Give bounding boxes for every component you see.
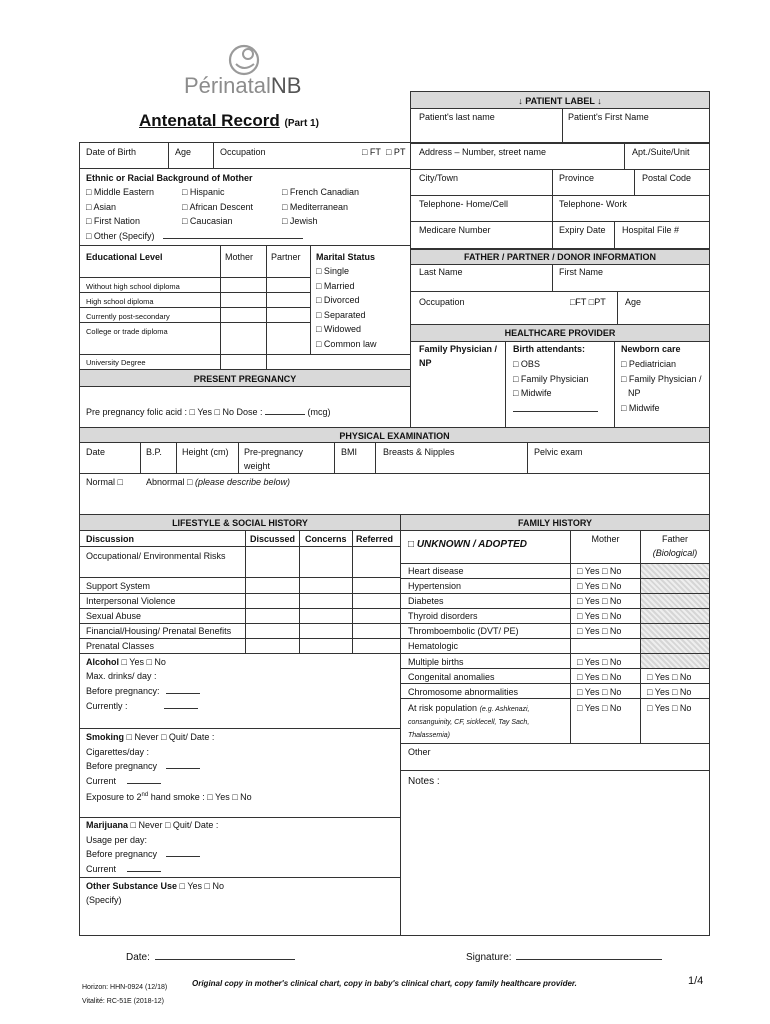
family-father-column: Father xyxy=(661,534,688,544)
other-substance-specify[interactable]: (Specify) xyxy=(86,895,122,905)
patient-last-name-field[interactable]: Patient's last name xyxy=(419,112,495,122)
mother-yes-no[interactable]: □ Yes □ No xyxy=(577,626,622,636)
ethnic-jewish[interactable]: □ Jewish xyxy=(282,216,318,226)
family-history-heading: FAMILY HISTORY xyxy=(517,518,593,528)
newborn-pediatrician[interactable]: □ Pediatrician xyxy=(621,359,676,369)
apt-field[interactable]: Apt./Suite/Unit xyxy=(632,147,690,157)
concerns-column: Concerns xyxy=(305,534,347,544)
telephone-work-field[interactable]: Telephone- Work xyxy=(559,199,627,209)
page-number: 1/4 xyxy=(688,975,704,987)
np-label: NP xyxy=(419,358,432,368)
exam-bp-field[interactable]: B.P. xyxy=(146,447,162,457)
family-row: Hypertension xyxy=(408,581,462,591)
ethnic-first-nation[interactable]: □ First Nation xyxy=(86,216,140,226)
lifestyle-row: Financial/Housing/ Prenatal Benefits xyxy=(86,626,232,636)
education-partner-column: Partner xyxy=(271,252,301,262)
father-ft-pt-checkbox[interactable]: □FT □PT xyxy=(570,297,606,307)
healthcare-heading: HEALTHCARE PROVIDER xyxy=(504,328,616,338)
birth-obs[interactable]: □ OBS xyxy=(513,359,540,369)
marital-divorced[interactable]: □ Divorced xyxy=(316,295,360,305)
birth-family-physician[interactable]: □ Family Physician xyxy=(513,374,589,384)
education-level: Currently post-secondary xyxy=(86,312,170,321)
mother-yes-no[interactable]: □ Yes □ No xyxy=(577,657,622,667)
at-risk-note: Thalassemia) xyxy=(408,732,451,739)
discussed-column: Discussed xyxy=(250,534,296,544)
family-row: Hematologic xyxy=(408,641,459,651)
present-pregnancy-heading: PRESENT PREGNANCY xyxy=(193,374,297,384)
ethnic-french-canadian[interactable]: □ French Canadian xyxy=(282,187,359,197)
folic-acid-field[interactable]: Pre pregnancy folic acid : □ Yes □ No Dose : (mcg) xyxy=(86,407,331,417)
father-yes-no[interactable]: □ Yes □ No xyxy=(647,703,692,713)
postal-code-field[interactable]: Postal Code xyxy=(642,173,692,183)
notes-field[interactable]: Notes : xyxy=(408,776,440,787)
exam-pelvic-field[interactable]: Pelvic exam xyxy=(534,447,583,457)
education-mother-column: Mother xyxy=(225,252,254,262)
logo-text-pre: Périnatal xyxy=(184,73,271,98)
education-level: College or trade diploma xyxy=(86,327,168,336)
exam-normal-checkbox[interactable]: Normal □ xyxy=(86,477,123,487)
patient-first-name-field[interactable]: Patient's First Name xyxy=(568,112,649,122)
mother-yes-no[interactable]: □ Yes □ No xyxy=(577,581,622,591)
alcohol-currently-field[interactable]: Currently : xyxy=(86,701,198,712)
copy-instructions: Original copy in mother's clinical chart, copy in baby's clinical chart, copy family healthcare provider. xyxy=(192,979,577,988)
exam-prepregnancy-label[interactable]: Pre-pregnancy xyxy=(244,447,304,457)
mother-yes-no[interactable]: □ Yes □ No xyxy=(577,611,622,621)
max-drinks-field[interactable]: Max. drinks/ day : xyxy=(86,671,157,681)
marital-married[interactable]: □ Married xyxy=(316,281,355,291)
education-level: High school diploma xyxy=(86,297,154,306)
exam-abnormal-checkbox[interactable]: Abnormal □ (please describe below) xyxy=(146,477,291,487)
logo-text-post: NB xyxy=(270,73,302,98)
at-risk-note: consanguinity, CF, sicklecell, Tay Sach, xyxy=(408,719,530,726)
family-row: Diabetes xyxy=(408,596,444,606)
mother-yes-no[interactable]: □ Yes □ No xyxy=(577,687,622,697)
lifestyle-row: Interpersonal Violence xyxy=(86,596,176,606)
alcohol-field[interactable]: Alcohol □ Yes □ No xyxy=(86,657,166,667)
exam-height-field[interactable]: Height (cm) xyxy=(182,447,229,457)
lifestyle-row: Prenatal Classes xyxy=(86,641,155,651)
ethnic-african-descent[interactable]: □ African Descent xyxy=(182,202,253,212)
newborn-family-physician[interactable]: □ Family Physician / xyxy=(621,374,702,384)
expiry-date-field[interactable]: Expiry Date xyxy=(559,225,606,235)
mother-yes-no[interactable]: □ Yes □ No xyxy=(577,596,622,606)
ethnic-other[interactable]: □ Other (Specify) xyxy=(86,231,303,242)
mother-yes-no[interactable]: □ Yes □ No xyxy=(577,703,622,713)
education-level: University Degree xyxy=(86,358,146,367)
patient-label-heading: ↓ PATIENT LABEL ↓ xyxy=(518,96,602,106)
form-code-vitalite: Vitalité: RC-51E (2018-12) xyxy=(82,998,164,1005)
form-code-horizon: Horizon: HHN-0924 (12/18) xyxy=(82,984,168,991)
cigarettes-field[interactable]: Cigarettes/day : xyxy=(86,747,150,757)
address-field[interactable]: Address – Number, street name xyxy=(419,147,547,157)
age-field[interactable]: Age xyxy=(175,147,192,157)
pt-checkbox[interactable]: □ PT xyxy=(386,147,406,157)
ethnic-heading: Ethnic or Racial Background of Mother xyxy=(86,173,253,183)
education-heading: Educational Level xyxy=(86,252,163,262)
occupation-field[interactable]: Occupation xyxy=(220,147,266,157)
newborn-care-heading: Newborn care xyxy=(621,344,681,354)
alcohol-before-pregnancy-field[interactable]: Before pregnancy: xyxy=(86,686,200,697)
medicare-field[interactable]: Medicare Number xyxy=(419,225,491,235)
marital-widowed[interactable]: □ Widowed xyxy=(316,324,361,334)
smoking-current-field[interactable]: Current xyxy=(86,776,161,787)
father-heading: FATHER / PARTNER / DONOR INFORMATION xyxy=(464,252,656,262)
discussion-column: Discussion xyxy=(86,534,135,544)
footer-signature-field[interactable]: Signature: xyxy=(466,952,662,963)
education-level: Without high school diploma xyxy=(86,282,180,291)
exam-weight-label[interactable]: weight xyxy=(244,461,271,471)
ft-checkbox[interactable]: □ FT xyxy=(362,147,381,157)
second-hand-smoke-field[interactable]: Exposure to 2nd hand smoke : □ Yes □ No xyxy=(86,792,252,802)
family-biological-label: (Biological) xyxy=(652,548,698,558)
family-physician-label: Family Physician / xyxy=(419,344,498,354)
physical-exam-heading: PHYSICAL EXAMINATION xyxy=(339,431,450,441)
family-row: Thyroid disorders xyxy=(408,611,478,621)
marijuana-before-pregnancy-field[interactable]: Before pregnancy xyxy=(86,849,200,860)
telephone-home-field[interactable]: Telephone- Home/Cell xyxy=(419,199,509,209)
ethnic-middle-eastern[interactable]: □ Middle Eastern xyxy=(86,187,154,197)
ethnic-hispanic[interactable]: □ Hispanic xyxy=(182,187,225,197)
birth-midwife[interactable]: □ Midwife xyxy=(513,388,552,398)
marital-common-law[interactable]: □ Common law xyxy=(316,339,377,349)
exam-bmi-field[interactable]: BMI xyxy=(341,447,358,457)
lifestyle-row: Sexual Abuse xyxy=(86,611,142,621)
title-part: (Part 1) xyxy=(284,118,319,129)
family-row: Multiple births xyxy=(408,657,464,667)
smoking-before-pregnancy-field[interactable]: Before pregnancy xyxy=(86,761,200,772)
lifestyle-row: Support System xyxy=(86,581,151,591)
lifestyle-row: Occupational/ Environmental Risks xyxy=(86,551,226,561)
ethnic-asian[interactable]: □ Asian xyxy=(86,202,116,212)
father-first-name-field[interactable]: First Name xyxy=(559,267,604,277)
father-age-field[interactable]: Age xyxy=(625,297,642,307)
at-risk-row: At risk population (e.g. Ashkenazi, xyxy=(408,703,530,713)
city-field[interactable]: City/Town xyxy=(419,173,459,183)
father-occupation-field[interactable]: Occupation xyxy=(419,297,465,307)
family-other-field[interactable]: Other xyxy=(408,747,431,757)
other-substance-field[interactable]: Other Substance Use □ Yes □ No xyxy=(86,881,224,891)
unknown-adopted-checkbox[interactable]: □ UNKNOWN / ADOPTED xyxy=(408,539,527,550)
mother-yes-no[interactable]: □ Yes □ No xyxy=(577,672,622,682)
title-main: Antenatal Record xyxy=(139,111,280,130)
marital-heading: Marital Status xyxy=(316,252,376,262)
newborn-np[interactable]: NP xyxy=(628,388,641,398)
lifestyle-heading: LIFESTYLE & SOCIAL HISTORY xyxy=(172,518,308,528)
family-row: Thromboembolic (DVT/ PE) xyxy=(408,626,519,636)
marijuana-field[interactable]: Marijuana □ Never □ Quit/ Date : xyxy=(86,820,219,830)
exam-date-field[interactable]: Date xyxy=(86,447,106,457)
family-row: Chromosome abnormalities xyxy=(408,687,519,697)
footer-date-field[interactable]: Date: xyxy=(126,952,295,963)
dob-field[interactable]: Date of Birth xyxy=(86,147,137,157)
family-mother-column: Mother xyxy=(591,534,620,544)
ethnic-caucasian[interactable]: □ Caucasian xyxy=(182,216,233,226)
family-row: Congenital anomalies xyxy=(408,672,495,682)
ethnic-mediterranean[interactable]: □ Mediterranean xyxy=(282,202,348,212)
mother-yes-no[interactable]: □ Yes □ No xyxy=(577,566,622,576)
marital-separated[interactable]: □ Separated xyxy=(316,310,366,320)
birth-attendants-heading: Birth attendants: xyxy=(513,344,585,354)
father-yes-no[interactable]: □ Yes □ No xyxy=(647,687,692,697)
marijuana-usage-field[interactable]: Usage per day: xyxy=(86,835,148,845)
father-yes-no[interactable]: □ Yes □ No xyxy=(647,672,692,682)
exam-breasts-field[interactable]: Breasts & Nipples xyxy=(383,447,455,457)
page-title xyxy=(139,111,319,134)
father-last-name-field[interactable]: Last Name xyxy=(419,267,463,277)
marital-single[interactable]: □ Single xyxy=(316,266,349,276)
province-field[interactable]: Province xyxy=(559,173,595,183)
referred-column: Referred xyxy=(356,534,394,544)
marijuana-current-field[interactable]: Current xyxy=(86,864,161,875)
family-row: Heart disease xyxy=(408,566,464,576)
smoking-field[interactable]: Smoking □ Never □ Quit/ Date : xyxy=(86,732,215,742)
newborn-midwife[interactable]: □ Midwife xyxy=(621,403,660,413)
hospital-file-field[interactable]: Hospital File # xyxy=(622,225,680,235)
